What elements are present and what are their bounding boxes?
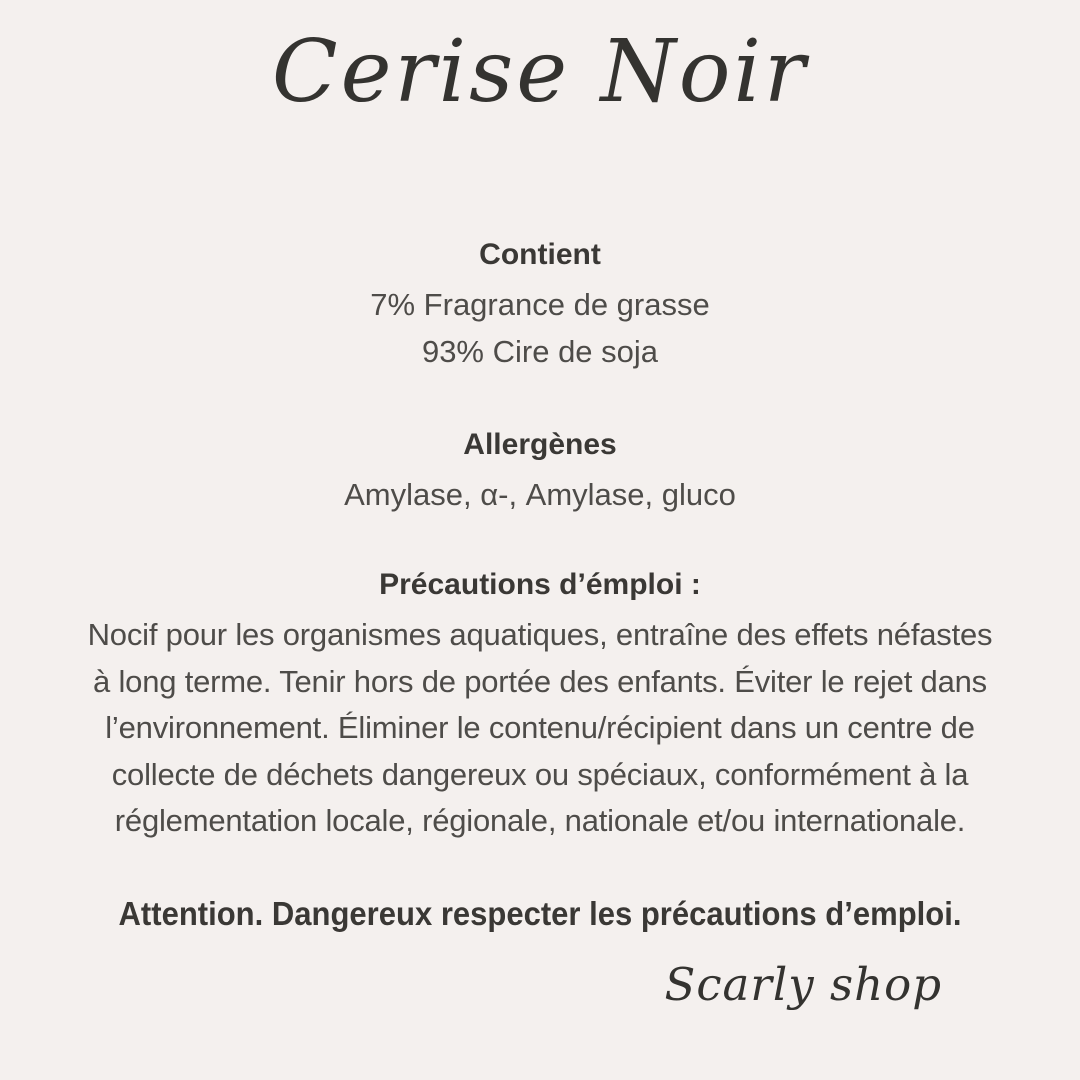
allergens-heading: Allergènes [463, 428, 617, 461]
precautions-paragraph [0, 612, 1080, 845]
contains-line-fragrance: 7% Fragrance de grasse [370, 287, 710, 322]
allergens-section [0, 430, 1080, 518]
precautions-line: l’environnement. Éliminer le contenu/récipient dans un centre de [105, 710, 975, 745]
precautions-heading: Précautions d’émploi : [379, 568, 701, 601]
precautions-line: Nocif pour les organismes aquatiques, entraîne des effets néfastes [87, 617, 993, 652]
product-title: Cerise Noir [271, 22, 809, 122]
precautions-line: à long terme. Tenir hors de portée des enfants. Éviter le rejet dans [93, 663, 987, 699]
brand-signature: Scarly shop [664, 958, 942, 1011]
contains-heading: Contient [479, 238, 601, 271]
contains-line-wax: 93% Cire de soja [421, 334, 659, 369]
precautions-line: collecte de déchets dangereux ou spéciaux, conformément à la [111, 756, 969, 792]
allergens-line: Amylase, α-, Amylase, gluco [344, 477, 736, 512]
contains-section [0, 240, 1080, 375]
warning-statement: Attention. Dangereux respecter les précautions d’emploi. [118, 895, 962, 932]
precautions-line: réglementation locale, régionale, nationale et/ou internationale. [114, 803, 966, 838]
